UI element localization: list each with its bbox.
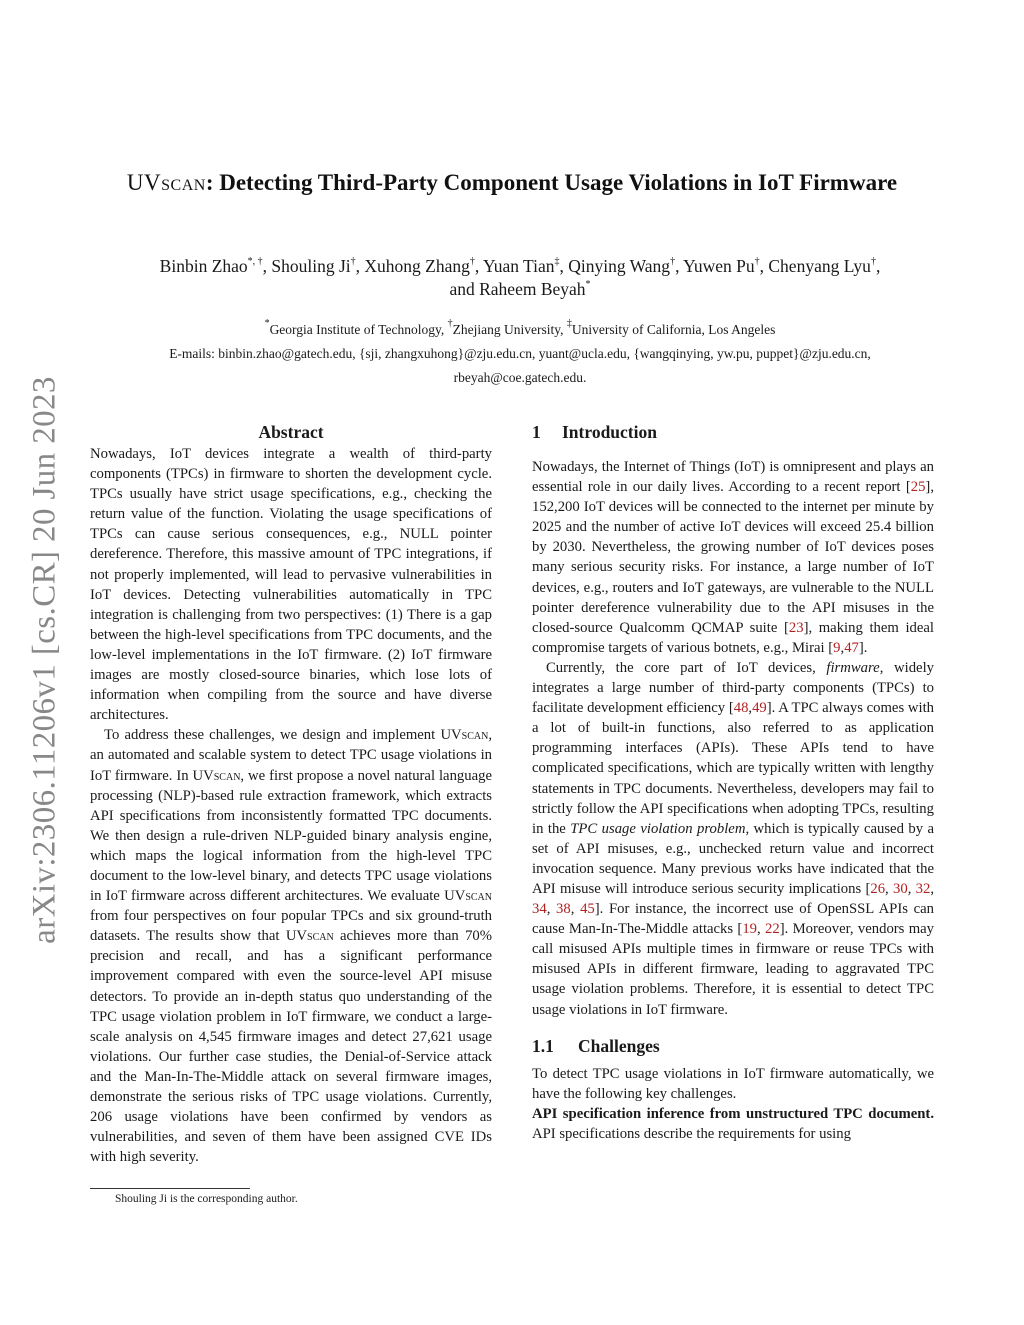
affil-mark: † [447, 318, 453, 329]
paper-title [0, 170, 1024, 196]
institution: Zhejiang University, [452, 322, 567, 337]
arxiv-identifier: arXiv:2306.11206v1 [cs.CR] 20 Jun 2023 [26, 376, 63, 944]
author: , Yuwen Pu [675, 256, 755, 276]
text-run: To address these challenges, we design and implement [104, 727, 441, 744]
text-run: Currently, the core part of IoT devices, [546, 659, 827, 676]
text-run: achieves more than 70% precision and recall, and has a significant performance improvement compared with even the source-level API misuse detectors. To provide an in-depth status quo understanding of the TPC usage violation problem in IoT firmware, we conduct a large-scale analysis on 4,545 firmware images and detect 27,621 usage violations. Our further case studies, the Denial-of-Service attack and the Man-In-The-Middle attack on several firmware images, demonstrate the serious risks of TPC usage violations. Currently, 206 usage violations have been confirmed by vendors as vulnerabilities, and seven of them have been assigned CVE IDs with high severity. [90, 928, 492, 1166]
text-run: ]. For instance, the incorrect use of OpenSSL APIs can cause Man-In-The-Middle attacks [ [532, 901, 935, 938]
text-run: from four perspectives on four popular TPCs and six ground-truth datasets. The results show that [90, 908, 492, 945]
author-mark: *, † [247, 256, 263, 267]
section-title: Introduction [562, 422, 657, 442]
citation-link[interactable]: 34 [532, 901, 547, 918]
text-run: ], making them ideal compromise targets of various botnets, e.g., Mirai [ [532, 619, 934, 656]
abstract-heading: Abstract [258, 422, 324, 442]
citation-link[interactable]: 38 [556, 901, 571, 918]
challenges-paragraph [532, 1104, 934, 1144]
author-mark: ‡ [554, 256, 560, 267]
citation-link[interactable]: 19 [742, 921, 758, 938]
citation-link[interactable]: 26 [870, 880, 886, 897]
abstract-paragraph: Nowadays, IoT devices integrate a wealth of third-party components (TPCs) in firmware to shorten the development cycle. TPCs usually have strict usage specifications, e.g., checking the return value of the function. Violating the usage specifications of TPCs can cause serious consequences, e.g., NULL pointer dereference. Therefore, this massive amount of TPC integrations, if not properly implemented, will lead to pervasive vulnerabilities in IoT devices. Detecting vulnerabilities automatically in TPC integration is challenging from two perspectives: (1) There is a gap between the high-level specifications from TPC documents, and the low-level implementations in the IoT firmware. (2) IoT firmware images are mostly closed-source binaries, which lose lots of information when compiling from the source and have diverse architectures. [90, 446, 492, 724]
section-number: 1 [532, 422, 541, 442]
section-title: Challenges [578, 1035, 660, 1056]
footnote-divider [90, 1188, 250, 1189]
emphasis: TPC usage violation problem [570, 820, 746, 837]
text-run: ]. [858, 639, 868, 656]
author: , Chenyang Lyu [759, 256, 871, 276]
author: , Qinying Wang [559, 256, 671, 276]
institution-line [90, 318, 950, 342]
abstract-paragraph [90, 725, 492, 1167]
text-run: Nowadays, the Internet of Things (IoT) is omnipresent and plays an essential role in our daily lives. According to a recent report [ [532, 459, 934, 496]
citation-link[interactable]: 47 [844, 639, 859, 656]
text-run: , we first propose a novel natural language processing (NLP)-based rule extraction framework, which extracts API specifications from inconsistently formatted TPC documents. We then design a rule-driven NLP-guided binary analysis engine, which maps the logical information from the high-level TPC document to the low-level binary, and detects TPC usage violations in IoT firmware across different architectures. We evaluate [90, 767, 492, 905]
section-heading [532, 420, 934, 444]
footnote: Shouling Ji is the corresponding author. [115, 1193, 298, 1205]
system-name: UVscan [440, 727, 489, 744]
email-line: rbeyah@coe.gatech.edu. [453, 370, 587, 385]
system-name: UVscan [285, 928, 334, 945]
institution: University of California, Los Angeles [571, 322, 776, 337]
text-run: , widely integrates a large number of third-party components (TPCs) to facilitate development efficiency [ [532, 659, 934, 717]
citation-link[interactable]: 9 [833, 639, 841, 656]
citation-link[interactable]: 22 [765, 921, 780, 938]
affiliations [90, 318, 950, 390]
intro-paragraph: Nowadays, the Internet of Things (IoT) is omnipresent and plays an essential role in our daily lives. According to a recent report [25], 152,200 IoT devices will be connected to the internet per minute by 2025 and the number of active IoT devices will exceed 25.4 billion by 2030. Nevertheless, the growing number of IoT devices poses many serious security risks. For instance, a large number of IoT devices, e.g., routers and IoT gateways, are vulnerable to the NULL pointer dereference vulnerability due to the API misuses in the closed-source Qualcomm QCMAP suite [23], making them ideal compromise targets of various botnets, e.g., Mirai [9,47]. [532, 459, 934, 656]
author-mark: † [469, 256, 475, 267]
author-mark: † [350, 256, 356, 267]
system-name: UVscan [192, 767, 241, 784]
author: Binbin Zhao [159, 256, 248, 276]
right-column [532, 420, 934, 1144]
emphasis: firmware [826, 659, 880, 676]
text-run: , which is typically caused by a set of API misuses, e.g., unchecked return value and incorrect invocation sequence. Many previous works have indicated that the API misuse will introduce serious security implications [ [532, 820, 935, 897]
citation-link[interactable]: 49 [752, 700, 767, 717]
citation-link[interactable]: 23 [788, 619, 804, 636]
author-list: Binbin Zhao*, †, Shouling Ji†, Xuhong Zhang†, Yuan Tian‡, Qinying Wang†, Yuwen Pu†, Chenyang Lyu†, and Raheem Beyah* [159, 256, 881, 299]
citation-link[interactable]: 48 [733, 700, 749, 717]
section-number: 1.1 [532, 1035, 554, 1056]
author-mark: † [670, 256, 676, 267]
citation-link[interactable]: 30 [893, 880, 908, 897]
author: , Yuan Tian [474, 256, 555, 276]
author-mark: † [754, 256, 760, 267]
citation-link[interactable]: 45 [580, 901, 595, 918]
system-name: UVscan [444, 888, 492, 905]
text-run: , an automated and scalable system to detect TPC usage violations in IoT firmware. In [90, 727, 492, 784]
title-text: : Detecting Third-Party Component Usage Violations in IoT Firmware [205, 170, 898, 195]
citation-link[interactable]: 32 [915, 880, 931, 897]
author: , Shouling Ji [262, 256, 351, 276]
arxiv-sidebar [15, 360, 75, 960]
text-run: ]. Moreover, vendors may call misused APIs multiple times in firmware or reuse TPCs with misused APIs in different firmware, leading to aggravated TPC usage violation problems. Therefore, it is essential to detect TPC usage violations in IoT firmware. [532, 921, 934, 1018]
author-mark: † [870, 256, 876, 267]
intro-paragraph: Currently, the core part of IoT devices, firmware, widely integrates a large number of third-party components (TPCs) to facilitate development efficiency [48,49]. A TPC always comes with a lot of built-in functions, also referred to as application programming interfaces (APIs). These APIs tend to have complicated specifications, which are typically written with lengthy statements in TPC documents. Nevertheless, developers may fail to strictly follow the API specifications when adopting TPCs, resulting in the TPC usage violation problem, which is typically caused by a set of API misuses, e.g., unchecked return value and incorrect invocation sequence. Many previous works have indicated that the API misuse will introduce serious security implications [26, 30, 32, 34, 38, 45]. For instance, the incorrect use of OpenSSL APIs can cause Man-In-The-Middle attacks [19, 22]. Moreover, vendors may call misused APIs multiple times in firmware or reuse TPCs with misused APIs in different firmware, leading to aggravated TPC usage violation problems. Therefore, it is essential to detect TPC usage violations in IoT firmware. [532, 659, 935, 1018]
citation-link[interactable]: 25 [910, 479, 926, 496]
author: , Xuhong Zhang [355, 256, 470, 276]
subsection-heading [532, 1034, 934, 1058]
institution: Georgia Institute of Technology, [269, 322, 448, 337]
left-column [90, 420, 492, 1167]
system-name: UVscan [126, 170, 206, 195]
author: and Raheem Beyah [449, 279, 586, 299]
text-run: ], 152,200 IoT devices will be connected to the internet per minute by 2025 and the number of active IoT devices will exceed 25.4 billion by 2030. Nevertheless, the growing number of IoT devices poses many serious security risks. For instance, a large number of IoT devices, e.g., routers and IoT gateways, are vulnerable to the NULL pointer dereference vulnerability due to the API misuses in the closed-source Qualcomm QCMAP suite [ [532, 479, 934, 636]
email-line: E-mails: binbin.zhao@gatech.edu, {sji, zhangxuhong}@zju.edu.cn, yuant@ucla.edu, {wangqinying, yw.pu, puppet}@zju.edu.cn, [169, 346, 871, 361]
bold-lead: API specification inference from unstructured TPC document. [532, 1105, 934, 1122]
challenges-paragraph: To detect TPC usage violations in IoT firmware automatically, we have the following key challenges. [532, 1065, 934, 1102]
text-run: API specifications describe the requirements for using [532, 1125, 851, 1142]
affil-mark: ‡ [566, 318, 572, 329]
author-mark: * [585, 279, 591, 290]
affil-mark: * [264, 318, 270, 329]
text-run: ]. A TPC always comes with a lot of built-in functions, also referred to as application programming interfaces (APIs). These APIs tend to have complicated specifications, which are typically written with lengthy statements in TPC documents. Nevertheless, developers may fail to strictly follow the API specifications when adopting TPCs, resulting in the [532, 700, 934, 837]
